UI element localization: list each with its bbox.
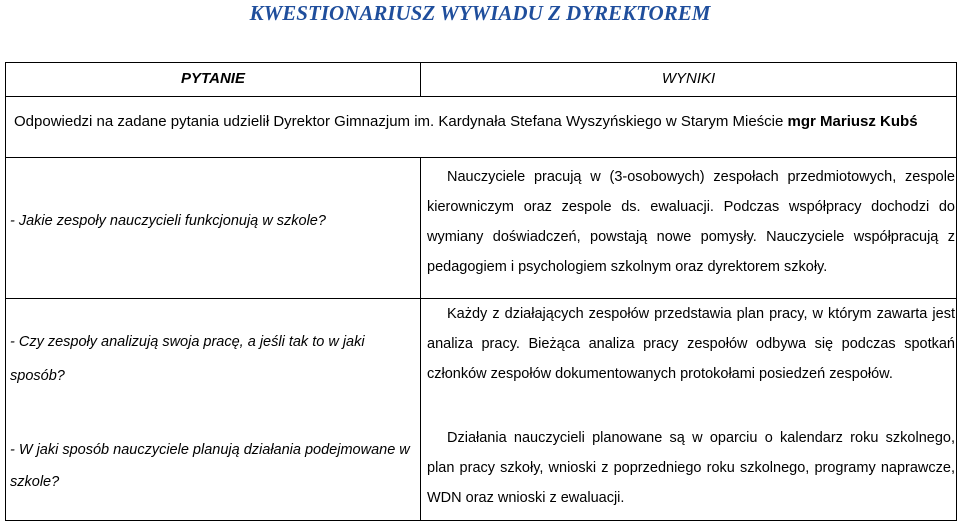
answer-1 — [427, 162, 955, 282]
question-1: - Jakie zespoły nauczycieli funkcjonują w szkole? — [10, 213, 326, 229]
question-3: - W jaki sposób nauczyciele planują działania podejmowane w szkole? — [10, 442, 410, 490]
answer-1-text: Nauczyciele pracują w (3-osobowych) zespołach przedmiotowych, zespole kierowniczym oraz zespole ds. ewaluacji. Podczas współpracy dochodzi do wymiany doświadczeń, powstają nowe pomysły. Nauczyciele współpracują z pedagogiem i psychologiem szkolnym oraz dyrektorem szkoły. — [427, 169, 955, 275]
director-name: mgr Mariusz Kubś — [787, 113, 918, 130]
header-divider — [6, 96, 956, 97]
column-divider-body — [420, 157, 421, 520]
header-questions: PYTANIE — [181, 70, 245, 87]
answer-2 — [427, 299, 955, 389]
answer-3 — [427, 423, 955, 513]
answer-3-text: Działania nauczycieli planowane są w oparciu o kalendarz roku szkolnego, plan pracy szkoły, wnioski z poprzedniego roku szkolnego, programy naprawcze, WDN oraz wnioski z ewaluacji. — [427, 430, 955, 506]
answer-2-text: Każdy z działających zespołów przedstawia plan pracy, w którym zawarta jest analiza pracy. Bieżąca analiza pracy zespołów odbywa się podczas spotkań członków zespołów dokumentowanych protokołami posiedzeń zespołów. — [427, 306, 955, 382]
intro-sentence: Odpowiedzi na zadane pytania udzielił Dyrektor Gimnazjum im. Kardynała Stefana Wyszyńskiego w Starym Mieście — [14, 113, 788, 130]
document-title: KWESTIONARIUSZ WYWIADU Z DYREKTOREM — [249, 1, 711, 25]
intro-divider — [6, 157, 956, 158]
intro-text — [14, 110, 949, 134]
header-results: WYNIKI — [661, 70, 716, 87]
question-2: - Czy zespoły analizują swoja pracę, a jeśli tak to w jaki sposób? — [10, 334, 365, 384]
interview-table — [5, 62, 957, 521]
